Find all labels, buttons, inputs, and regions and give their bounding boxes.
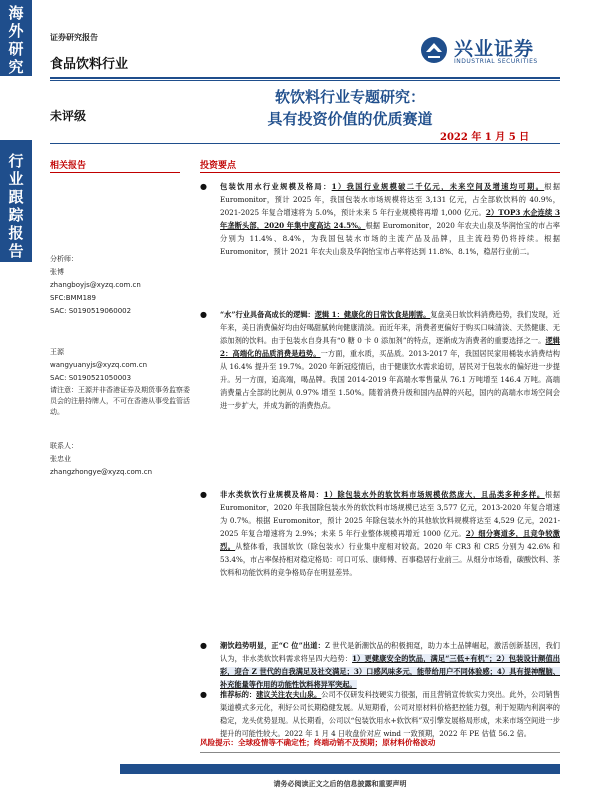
analyst-block-1 [50, 253, 190, 318]
bullet-icon: ● [200, 690, 207, 699]
header-rule-thin [50, 80, 560, 81]
analyst-name: 王源 [50, 348, 64, 356]
related-reports-heading: 相关报告 [50, 161, 87, 171]
header-rule [50, 77, 560, 79]
analyst-sac: SAC: S0190519060002 [50, 307, 132, 315]
bullet-icon: ● [200, 641, 207, 650]
analyst-email: zhangboyjs@xyzq.com.cn [50, 281, 141, 289]
title-rule [50, 143, 560, 144]
logo-text: 兴业证券 [454, 38, 535, 60]
analyst-sfc: SFC:BMM189 [50, 294, 96, 302]
analyst-note: 请注意：王源并非香港证券及期货事务监察委员会的注册持牌人，不可在香港从事受监管活动。 [50, 386, 190, 416]
contact-email: zhangzhongye@xyzq.com.cn [50, 468, 153, 476]
bullet-item: ● “水”行业具备高成长的逻辑：逻辑 1：健康化的日常饮食是刚需。复盘美日软饮料消费趋势，我们发现，近年来，美日消费偏好均由好喝甜腻转向健康清淡。而近年来，消费者更偏好于购买口味清淡、天然健康、无添加剂的饮料。由于包装水自身具有“0 糖 0 卡 0 添加剂”的特点，逐渐成为消费者的重要选择之一。逻辑 2：高端化的品质消费是趋势。一方面，重水质，买品质。2013-2017 年，我国居民家用桶装水消费结构从 16.4% 提升至 19.7%。2020 年新冠疫情后，由于健康饮水需求追切，居民对于包装水的偏好进一步提升。另一方面，追高端，喝品牌。我国 2014-2019 年高端水零售量从 76.1 万吨增至 146.4 万吨。高端消费量占全部的比例从 0.97% 增至 1.50%。随着消费升级和国内品牌的兴起，国内的高端水市场空间会进一步扩大，并成为新的消费热点。 [200, 310, 560, 410]
contact-label: 联系人： [50, 442, 78, 450]
investment-points-heading: 投资要点 [200, 161, 237, 171]
bullet-icon: ● [200, 182, 207, 191]
footer-disclaimer: 请务必阅读正文之后的信息披露和重要声明 [273, 779, 407, 788]
company-logo [420, 34, 570, 70]
bullet-item: ● 推荐标的：建议关注农夫山泉。公司不仅研发科技硬实力很强，而且营销宣传软实力突出。此外，公司销售渠道模式多元化，利好公司长期稳健发展。从短期看，公司对原材料价格把控能力强，利于短期内利润率的稳定，龙头优势显现。从长期看，公司以“包装饮用水+软饮料”双引擎发展格局形成，未来市场空间进一步提升的可能性较大。2022 年 1 月 4 日收盘价对应 wind 一致预期，2022 年 PE 估值 56.2 倍。 [200, 690, 560, 738]
bullet-item: ● 潮饮趋势明显，正“C 位”出道：Z 世代是新潮饮品的积极拥趸，助力本土品牌崛起，激活创新基因，我们认为，非水类软饮料需求将呈四大趋势：1）更健康安全的饮品，满足“三低+有机”；2）包装设计颜值出彩，迎合 Z 世代的自我满足及社交满足；3）口感风味多元，能带给用户不同体验感；4）具有提神醒脑、补充能量等作用的功能性饮料将异军突起。 [200, 641, 560, 689]
logo-subtext: INDUSTRIAL SECURITIES [454, 58, 538, 65]
analyst-sac: SAC: S0190521050003 [50, 374, 132, 382]
investment-points-rule [200, 172, 560, 173]
report-title-line1: 软饮料行业专题研究： [274, 88, 425, 106]
sidebar-top-text: 海 外 研 究 [8, 4, 24, 76]
rating: 未评级 [50, 109, 87, 123]
risk-rule [200, 752, 560, 753]
analyst-block-2 [50, 346, 190, 418]
report-date: 2022 年 1 月 5 日 [440, 132, 530, 143]
bullet-item: ● 包装饮用水行业规模及格局：1）我国行业规模破二千亿元，未来空间及增速均可期。根据 Euromonitor，预计 2025 年，我国包装水市场规模将达至 3,131 亿元，占全部软饮料的 40.9%，2021-2025 年复合增速将为 5.0%，预计未来 5 年行业规模将再增 1,000 亿元。2）TOP3 水企连续 3 年垄断头部，2020 年集中度高达 24.5%。根据 Euromonitor，2020 年农夫山泉及华润怡宝的市占率分别为 11.4%、8.4%，为我国包装水市场的主流产品及品牌，且主流趋势仍将持续。根据 Euromonitor，预计 2021 年农夫山泉及华润怡宝市占率将达到 11.8%、8.1%，稳居行业前二。 [200, 182, 560, 256]
footer-bar [120, 764, 560, 774]
analyst-email: wangyuanyjs@xyzq.com.cn [50, 361, 148, 369]
contact-block [50, 440, 190, 479]
bullet-item: ● 非水类软饮行业规模及格局：1）除包装水外的软饮料市场规模依然庞大，且品类多种多样。根据 Euromonitor，2020 年我国除包装水外的软饮料市场规模已达至 3,577 亿元，2013-2020 年复合增速为 0.7%。根据 Euromonitor，预计 2025 年除包装水外的其他软饮料规模将达至 4,529 亿元，2021-2025 年复合增速将为 2.9%；未来 5 年行业整体规模再增近 1000 亿元。2）细分赛道多，且竞争较激烈。从整体看，我国软饮（除包装水）行业集中度相对较高。2020 年 CR3 和 CR5 分别为 42.6% 和 53.4%，市占率保持相对稳定格局：可口可乐、康师傅、百事稳居行业前三。从细分市场看，碳酸饮料、茶饮料和功能饮料的竞争格局存在明显差异。 [200, 490, 560, 577]
logo-mark-icon [420, 36, 448, 64]
contact-name: 张忠业 [50, 455, 71, 463]
report-type-label: 证券研究报告 [50, 33, 98, 42]
bullet-icon: ● [200, 490, 207, 499]
related-reports-rule [50, 172, 180, 173]
analyst-role: 分析师： [50, 255, 78, 263]
report-title-line2: 具有投资价值的优质赛道 [267, 110, 433, 128]
sidebar-bottom-text: 行 业 跟 踪 报 告 [8, 152, 24, 260]
risk-warning: 风险提示：全球疫情等不确定性；终端动销不及预期；原材料价格波动 [200, 738, 436, 747]
bullet-icon: ● [200, 310, 207, 319]
analyst-name: 张博 [50, 268, 64, 276]
sidebar-gap [0, 76, 32, 140]
industry-name: 食品饮料行业 [50, 57, 129, 72]
